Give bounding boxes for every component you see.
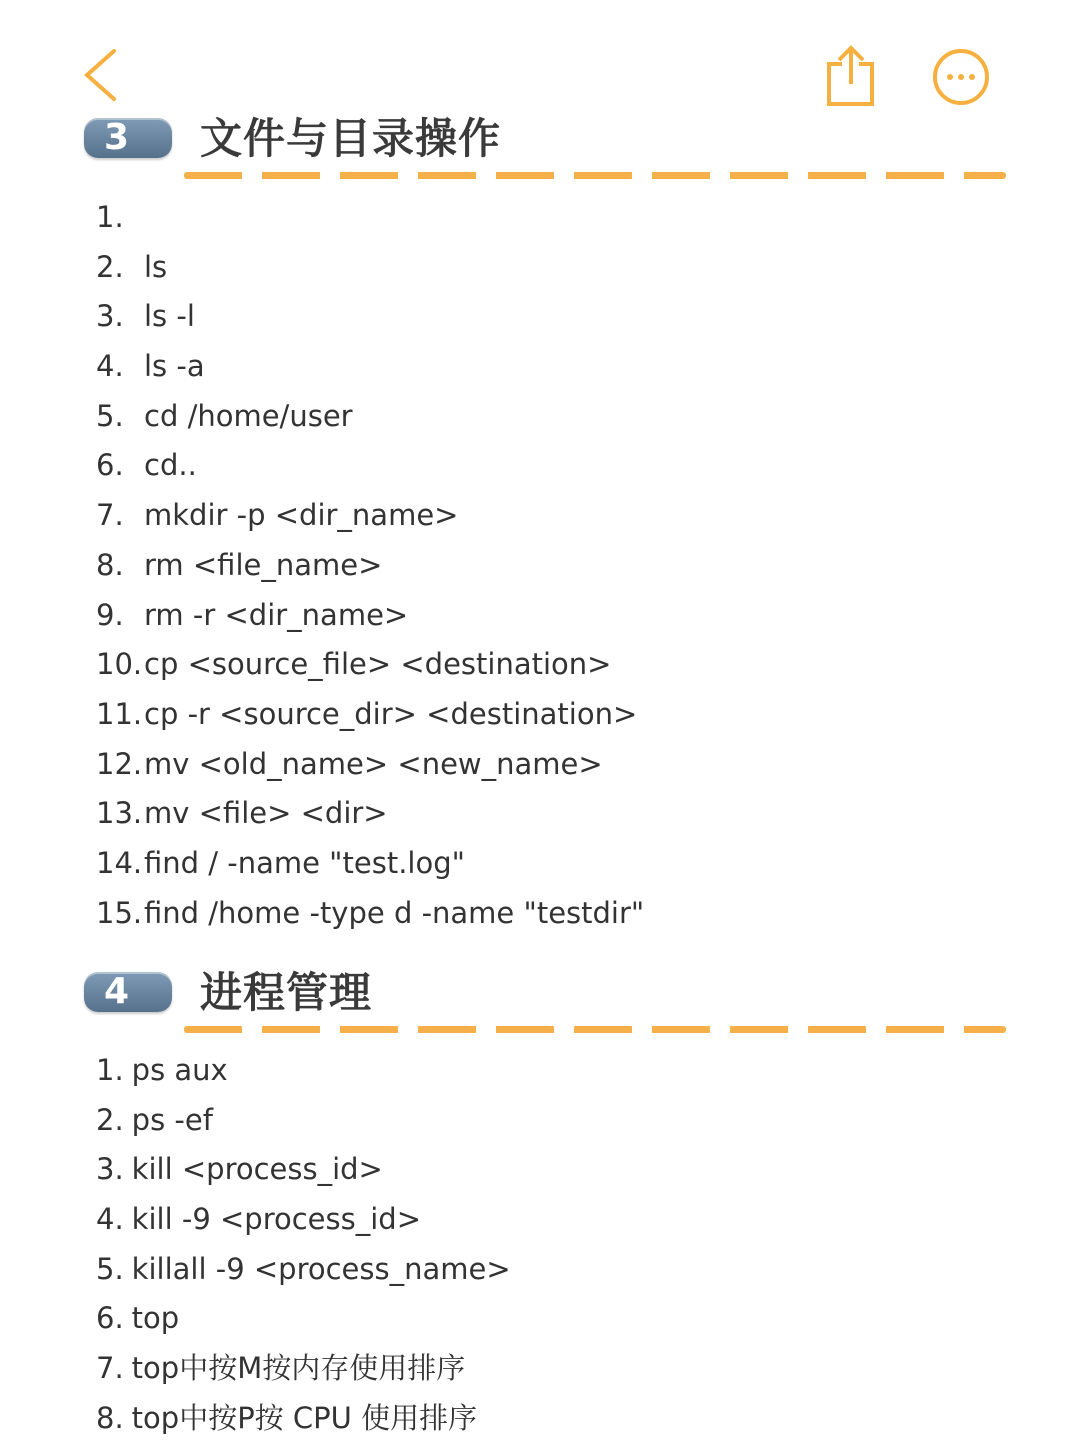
section-title: 进程管理 <box>200 968 373 1017</box>
section-header-process <box>84 966 1014 1036</box>
list-item <box>96 193 644 243</box>
section-number-badge: 3 <box>84 118 172 158</box>
item-number: 8. <box>96 547 124 582</box>
list-item <box>96 839 644 889</box>
command-text: cp <source_file> <destination> <box>144 647 612 682</box>
list-item <box>96 740 644 790</box>
list-item <box>96 1046 511 1096</box>
list-item <box>96 1096 511 1146</box>
command-text: ls <box>144 249 168 284</box>
item-number: 14. <box>96 845 143 880</box>
list-item <box>96 789 644 839</box>
list-item <box>96 243 644 293</box>
back-chevron-icon[interactable] <box>82 48 122 102</box>
list-item <box>96 392 644 442</box>
command-text: ls -l <box>144 299 195 334</box>
list-item <box>96 690 644 740</box>
command-text: find /home -type d -name "testdir" <box>144 895 645 930</box>
command-text: mv <old_name> <new_name> <box>144 746 603 781</box>
list-item <box>96 1195 511 1245</box>
share-icon[interactable] <box>826 44 876 108</box>
item-number: 9. <box>96 597 124 632</box>
item-number: 6. <box>96 1301 124 1336</box>
section-header-files <box>84 112 1014 182</box>
list-item <box>96 1344 511 1394</box>
command-text: rm <file_name> <box>144 547 383 582</box>
command-text: top中按M按内存使用排序 <box>131 1351 466 1386</box>
item-number: 12. <box>96 746 143 781</box>
item-number: 2. <box>96 1102 124 1137</box>
command-text: mkdir -p <dir_name> <box>144 498 459 533</box>
command-text: top中按P按 CPU 使用排序 <box>131 1400 478 1435</box>
command-text: rm -r <dir_name> <box>144 597 409 632</box>
dashed-underline <box>184 1026 1006 1033</box>
item-number: 8. <box>96 1400 124 1435</box>
file-commands-list <box>96 193 644 938</box>
item-number: 1. <box>96 200 124 234</box>
item-number: 4. <box>96 349 124 384</box>
list-item <box>96 292 644 342</box>
list-item <box>96 889 644 939</box>
item-number: 5. <box>96 1251 124 1286</box>
command-text: cp -r <source_dir> <destination> <box>144 696 638 731</box>
list-item <box>96 441 644 491</box>
command-text: cd /home/user <box>144 398 353 433</box>
item-number: 5. <box>96 398 124 433</box>
item-number: 4. <box>96 1202 124 1237</box>
command-text: mv <file> <dir> <box>144 796 388 831</box>
dashed-underline <box>184 172 1006 179</box>
list-item <box>96 491 644 541</box>
list-item <box>96 1294 511 1344</box>
command-text: ps -ef <box>131 1102 213 1137</box>
command-text: kill <process_id> <box>131 1152 383 1187</box>
item-number: 2. <box>96 249 124 284</box>
section-title: 文件与目录操作 <box>200 114 502 163</box>
command-text: top <box>131 1301 180 1336</box>
item-number: 3. <box>96 299 124 334</box>
command-text: cd.. <box>144 448 197 483</box>
command-text: kill -9 <process_id> <box>131 1202 421 1237</box>
item-number: 7. <box>96 498 124 533</box>
list-item <box>96 541 644 591</box>
item-number: 3. <box>96 1152 124 1187</box>
item-number: 1. <box>96 1053 124 1087</box>
list-item <box>96 1394 511 1444</box>
process-commands-list <box>96 1046 511 1444</box>
item-number: 13. <box>96 796 143 831</box>
item-number: 6. <box>96 448 124 483</box>
command-text: ls -a <box>144 349 205 384</box>
command-text: ps aux <box>131 1053 228 1087</box>
command-text: killall -9 <process_name> <box>131 1251 511 1286</box>
item-number: 10. <box>96 647 143 682</box>
list-item <box>96 640 644 690</box>
list-item <box>96 342 644 392</box>
command-text: find / -name "test.log" <box>144 845 465 880</box>
item-number: 15. <box>96 895 143 930</box>
list-item <box>96 1145 511 1195</box>
more-options-icon[interactable] <box>932 48 990 106</box>
list-item <box>96 591 644 641</box>
list-item <box>96 1245 511 1295</box>
section-number-badge: 4 <box>84 972 172 1012</box>
item-number: 11. <box>96 696 143 731</box>
item-number: 7. <box>96 1351 124 1386</box>
